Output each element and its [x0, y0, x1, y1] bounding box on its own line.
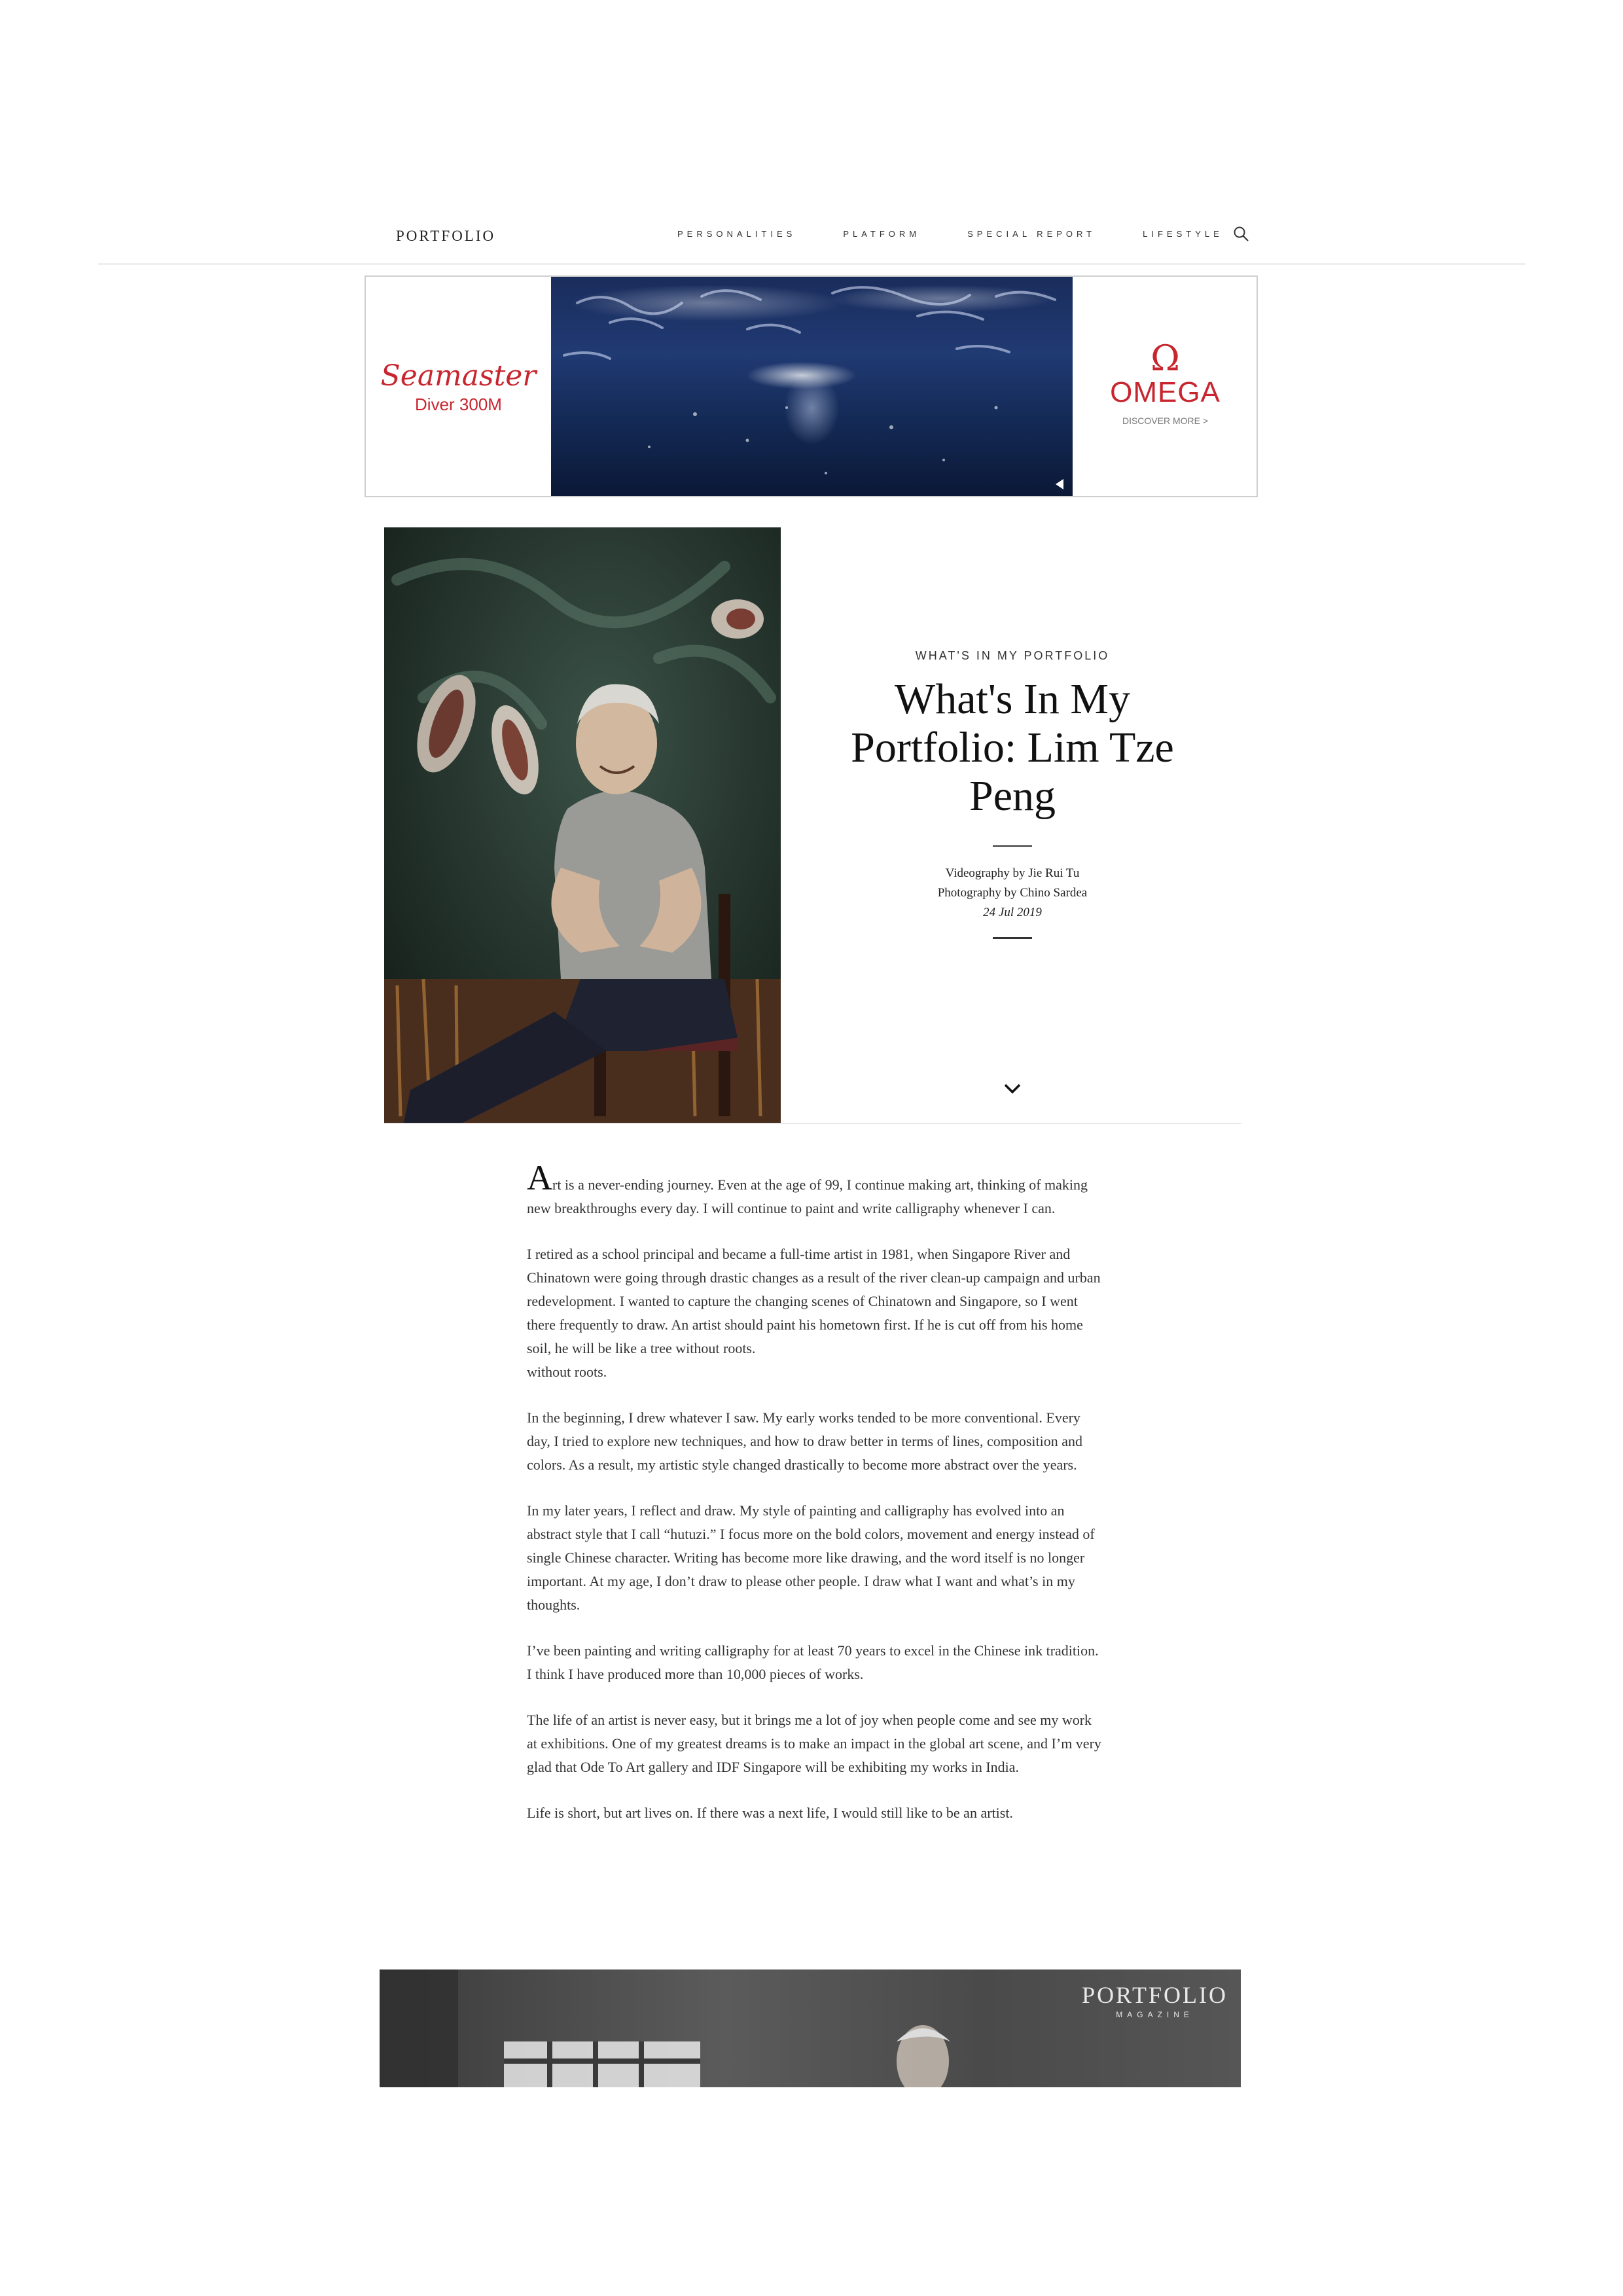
- ad-video[interactable]: [551, 277, 1073, 496]
- nav-item-personalities[interactable]: PERSONALITIES: [677, 229, 796, 239]
- nav-item-lifestyle[interactable]: LIFESTYLE: [1143, 229, 1223, 239]
- ad-script-text: Seamaster: [380, 359, 537, 393]
- photography-credit: Photography by Chino Sardea: [937, 886, 1088, 900]
- nav-item-platform[interactable]: PLATFORM: [843, 229, 921, 239]
- article-paragraph-repeat: without roots.: [527, 1364, 607, 1380]
- site-header: [98, 216, 1525, 265]
- discover-more-link[interactable]: DISCOVER MORE >: [1122, 415, 1209, 426]
- category-kicker[interactable]: WHAT'S IN MY PORTFOLIO: [915, 649, 1110, 662]
- video-logo-subtext: MAGAZINE: [1116, 2010, 1194, 2019]
- article-hero: [384, 527, 1241, 1124]
- video-player[interactable]: [380, 1969, 1241, 2087]
- nav-item-special-report[interactable]: SPECIAL REPORT: [967, 229, 1096, 239]
- portrait-photo: [384, 527, 781, 1123]
- video-logo-text: PORTFOLIO: [1082, 1982, 1228, 2008]
- ad-right-panel: [1073, 277, 1258, 496]
- title-divider: [993, 845, 1032, 847]
- water-ripples: [551, 277, 1073, 496]
- ad-left-panel: [366, 277, 551, 496]
- ad-banner[interactable]: [365, 275, 1258, 497]
- article-paragraph: [527, 1158, 1103, 1220]
- article-paragraph: The life of an artist is never easy, but it brings me a lot of joy when people come and see my work at exhibitions. One of my greatest dreams is to make an impact in the global art scene, and I’m very glad that Ode To Art gallery and IDF Singapore will be exhibiting my works in India.: [527, 1712, 1101, 1775]
- credits-divider: [993, 937, 1032, 939]
- chevron-down-icon[interactable]: [1003, 1082, 1022, 1095]
- article-credits: [842, 864, 1183, 923]
- article-paragraph: In the beginning, I drew whatever I saw. My early works tended to be more conventional. Every day, I tried to explore new techniques, and how to draw better in terms of lines, composition and colors. As a result, my artistic style changed drastically to become more abstract over the years.: [527, 1409, 1083, 1473]
- article-paragraph: In my later years, I reflect and draw. My style of painting and calligraphy has evolved into an abstract style that I call “hutuzi.” I focus more on the bold colors, movement and energy instead of single Chinese character. Writing has become more like drawing, and the word itself is no longer important. At my age, I don’t draw to please other people. I draw what I want and what’s in my thoughts.: [527, 1502, 1095, 1613]
- ad-brand: OMEGA: [1110, 376, 1221, 408]
- ad-model-text: Diver 300M: [415, 395, 502, 414]
- search-icon[interactable]: [1232, 225, 1251, 243]
- site-logo[interactable]: PORTFOLIO: [396, 228, 496, 244]
- video-watermark: [1082, 1981, 1228, 2019]
- omega-icon: Ω: [1150, 338, 1180, 379]
- article-paragraph: Life is short, but art lives on. If there was a next life, I would still like to be an artist.: [527, 1805, 1013, 1821]
- speaker-icon[interactable]: [1056, 479, 1063, 489]
- videography-credit: Videography by Jie Rui Tu: [945, 866, 1080, 880]
- portrait-illustration: [384, 527, 781, 1123]
- paragraph-text: rt is a never-ending journey. Even at the age of 99, I continue making art, thinking of making new breakthroughs every day. I will continue to paint and write calligraphy whenever I can.: [527, 1176, 1088, 1216]
- main-nav: [677, 229, 1223, 239]
- article-body: [527, 1158, 1103, 1847]
- drop-cap: A: [527, 1158, 552, 1197]
- article-paragraph: I retired as a school principal and became a full-time artist in 1981, when Singapore River and Chinatown were going through drastic changes as a result of the river clean-up campaign and urban redevelopment. I wanted to capture the changing scenes of Chinatown and Singapore, so I went there frequently to draw. An artist should paint his hometown first. If he is cut off from his home soil, he will be like a tree without roots.: [527, 1246, 1101, 1356]
- article-title: What's In My Portfolio: Lim Tze Peng: [851, 675, 1174, 820]
- article-paragraph: I’ve been painting and writing calligraphy for at least 70 years to excel in the Chinese ink tradition. I think I have produced more than 10,000 pieces of works.: [527, 1642, 1099, 1682]
- hero-text: [842, 527, 1183, 1123]
- publish-date: 24 Jul 2019: [983, 906, 1042, 919]
